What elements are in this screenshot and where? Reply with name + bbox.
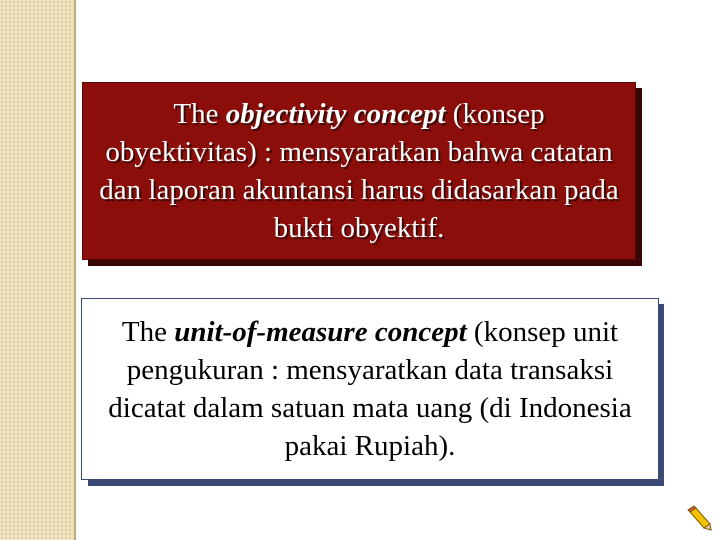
objectivity-definition: (konsep obyektivitas) : mensyaratkan bahwa catatan dan laporan akuntansi harus didasarkan pada bukti obyektif. — [99, 98, 619, 244]
objectivity-concept-text — [97, 95, 621, 247]
decorative-side-strip — [0, 0, 76, 540]
unit-of-measure-term: unit-of-measure concept — [174, 316, 467, 348]
unit-of-measure-definition: (konsep unit pengukuran : mensyaratkan data transaksi dicatat dalam satuan mata uang (di Indonesia pakai Rupiah). — [108, 316, 632, 462]
unit-of-measure-concept-box — [81, 298, 659, 480]
objectivity-term: objectivity concept — [225, 98, 446, 130]
unit-of-measure-concept-text — [92, 313, 648, 465]
objectivity-prefix: The — [173, 98, 226, 130]
objectivity-concept-box — [82, 82, 636, 260]
unit-of-measure-prefix: The — [121, 316, 175, 348]
pencil-icon — [686, 504, 714, 532]
